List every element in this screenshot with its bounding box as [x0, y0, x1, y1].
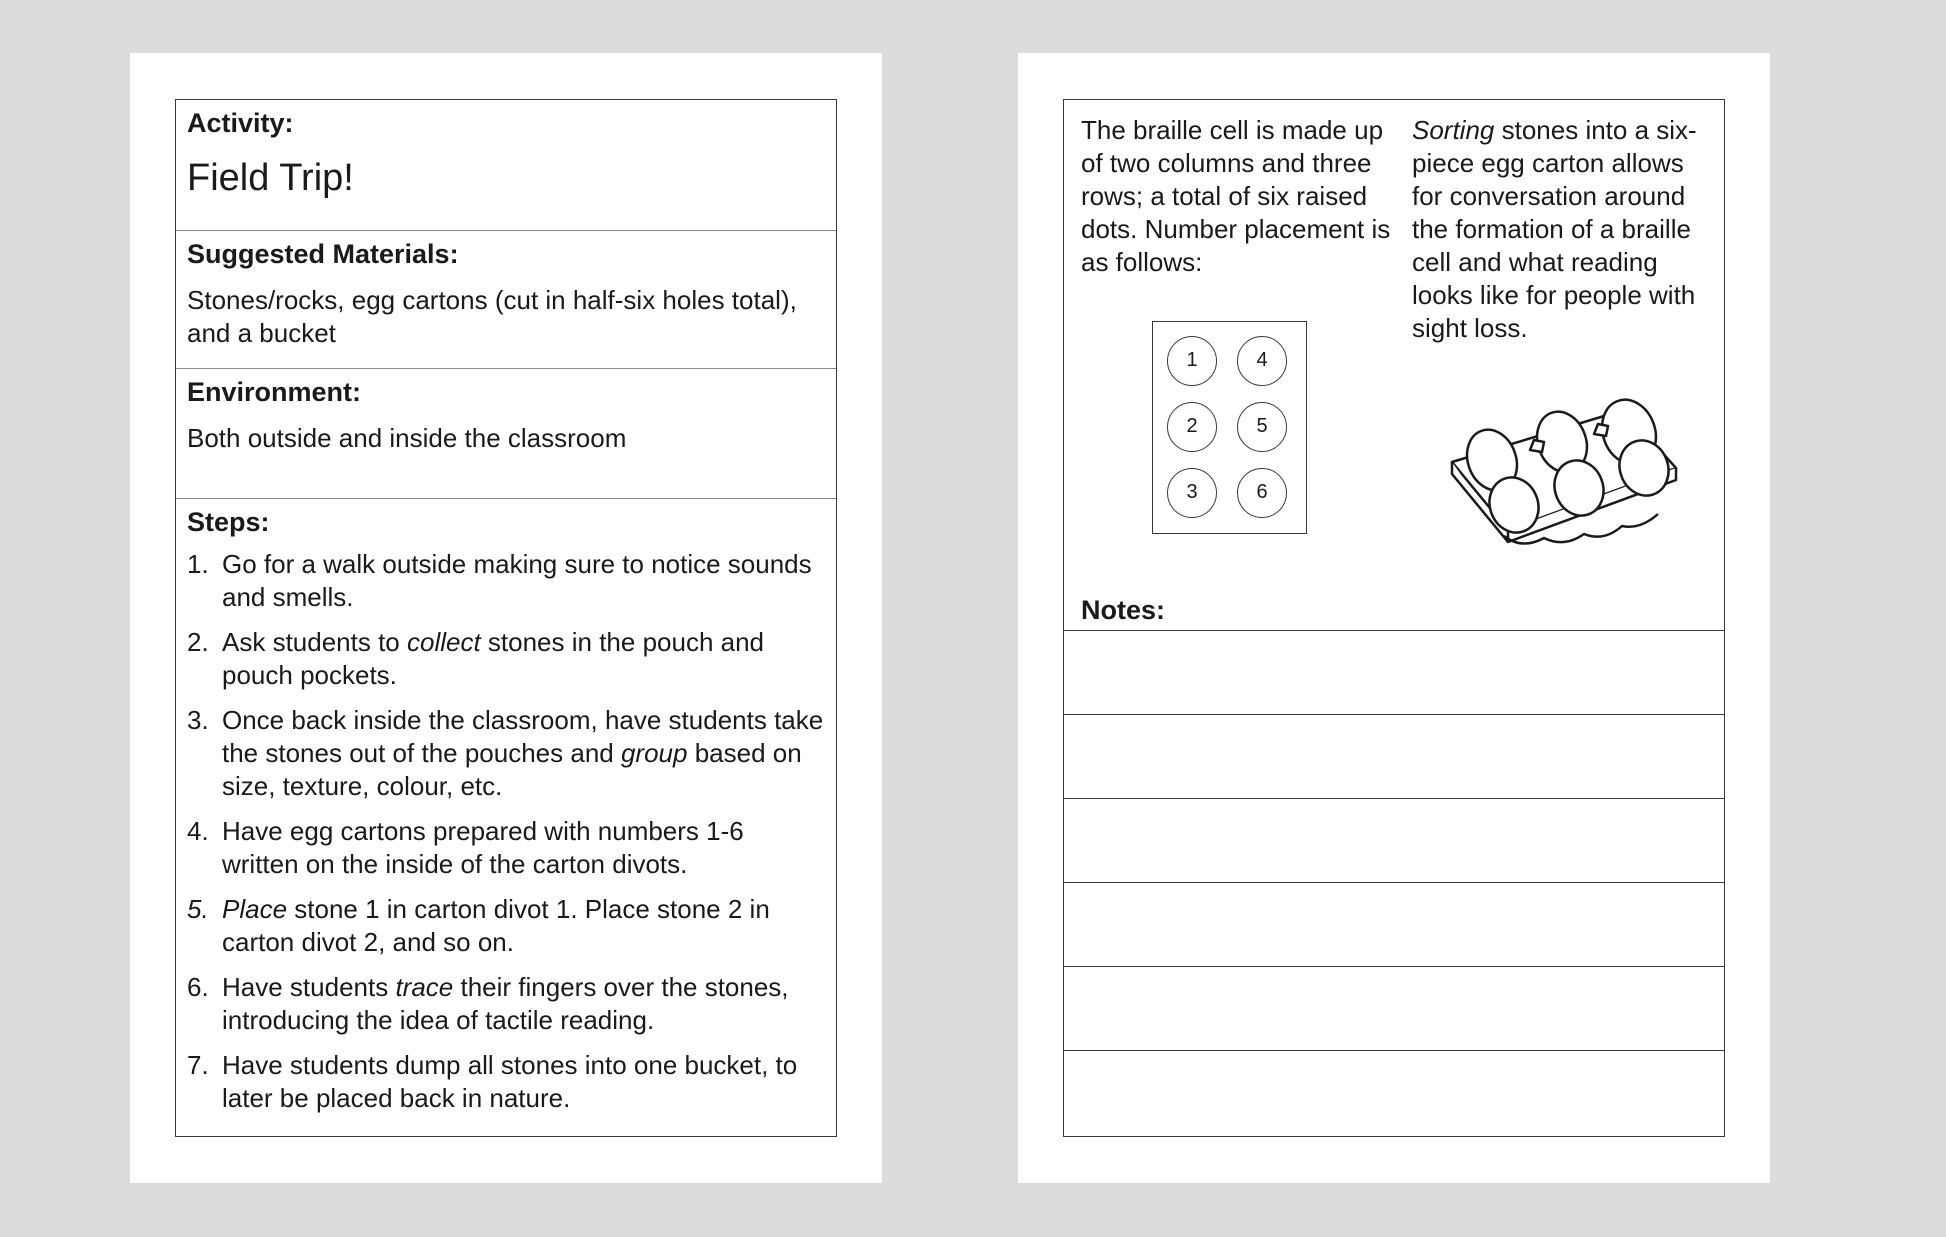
- step-item: [187, 626, 825, 692]
- step-text: their fingers over the stones, introducing the idea of tactile reading.: [222, 972, 789, 1035]
- step-text: Ask students to: [222, 627, 407, 657]
- step-item: [187, 704, 825, 803]
- notes-line: [1064, 1050, 1724, 1051]
- materials-section: [176, 230, 836, 368]
- info-frame: [1063, 99, 1725, 1137]
- step-text: stones in the pouch and pouch pockets.: [222, 627, 765, 690]
- step-number: 3.: [187, 705, 209, 735]
- activity-section: [176, 100, 836, 230]
- environment-text: Both outside and inside the classroom: [187, 423, 627, 453]
- notes-line: [1064, 714, 1724, 715]
- environment-section: [176, 368, 836, 498]
- activity-card-back: [1018, 53, 1770, 1183]
- step-number: 6.: [187, 972, 209, 1002]
- notes-line: [1064, 882, 1724, 883]
- braille-dot: 4: [1237, 336, 1287, 386]
- step-number: 5.: [187, 894, 209, 924]
- sorting-description: [1412, 114, 1712, 345]
- step-text: Once back inside the classroom, have students take the stones out of the pouches and: [222, 705, 824, 768]
- braille-dot: 5: [1237, 402, 1287, 452]
- egg-carton-icon: [1444, 390, 1684, 550]
- activity-label: Activity:: [187, 108, 294, 138]
- sorting-emphasis: Sorting: [1412, 115, 1495, 145]
- step-item: [187, 893, 825, 959]
- braille-dot: 6: [1237, 468, 1287, 518]
- step-text: based on size, texture, colour, etc.: [222, 738, 802, 801]
- notes-label: Notes:: [1081, 595, 1166, 625]
- notes-line: [1064, 798, 1724, 799]
- braille-cell-diagram: [1152, 321, 1307, 534]
- step-text: Have students dump all stones into one bucket, to later be placed back in nature.: [222, 1050, 798, 1113]
- sorting-text: stones into a six-piece egg carton allows for conversation around the formation of a braille cell and what reading looks like for people with sight loss.: [1412, 115, 1697, 343]
- step-item: [187, 548, 825, 614]
- step-emphasis: Place: [222, 894, 288, 924]
- step-item: [187, 971, 825, 1037]
- step-item: [187, 815, 825, 881]
- activity-title: Field Trip!: [187, 157, 354, 199]
- step-text: Go for a walk outside making sure to notice sounds and smells.: [222, 549, 812, 612]
- braille-description: The braille cell is made up of two columns and three rows; a total of six raised dots. Number placement is as follows:: [1081, 115, 1391, 277]
- step-number: 2.: [187, 627, 209, 657]
- step-number: 7.: [187, 1050, 209, 1080]
- steps-list: [187, 548, 825, 1115]
- step-emphasis: trace: [395, 972, 454, 1002]
- steps-section: [176, 498, 836, 1138]
- environment-label: Environment:: [187, 377, 362, 407]
- activity-frame: [175, 99, 837, 1137]
- step-text: stone 1 in carton divot 1. Place stone 2 in carton divot 2, and so on.: [222, 894, 770, 957]
- step-emphasis: group: [620, 738, 688, 768]
- notes-line: [1064, 630, 1724, 631]
- step-emphasis: collect: [406, 627, 481, 657]
- braille-dot: 3: [1167, 468, 1217, 518]
- braille-dot: 1: [1167, 336, 1217, 386]
- step-item: [187, 1049, 825, 1115]
- braille-dot: 2: [1167, 402, 1217, 452]
- step-number: 1.: [187, 549, 209, 579]
- steps-label: Steps:: [187, 507, 270, 537]
- materials-label: Suggested Materials:: [187, 239, 459, 269]
- notes-line: [1064, 966, 1724, 967]
- step-text: Have students: [222, 972, 396, 1002]
- activity-card-front: [130, 53, 882, 1183]
- step-number: 4.: [187, 816, 209, 846]
- materials-text: Stones/rocks, egg cartons (cut in half-six holes total), and a bucket: [187, 285, 797, 348]
- step-text: Have egg cartons prepared with numbers 1-6 written on the inside of the carton divots.: [222, 816, 744, 879]
